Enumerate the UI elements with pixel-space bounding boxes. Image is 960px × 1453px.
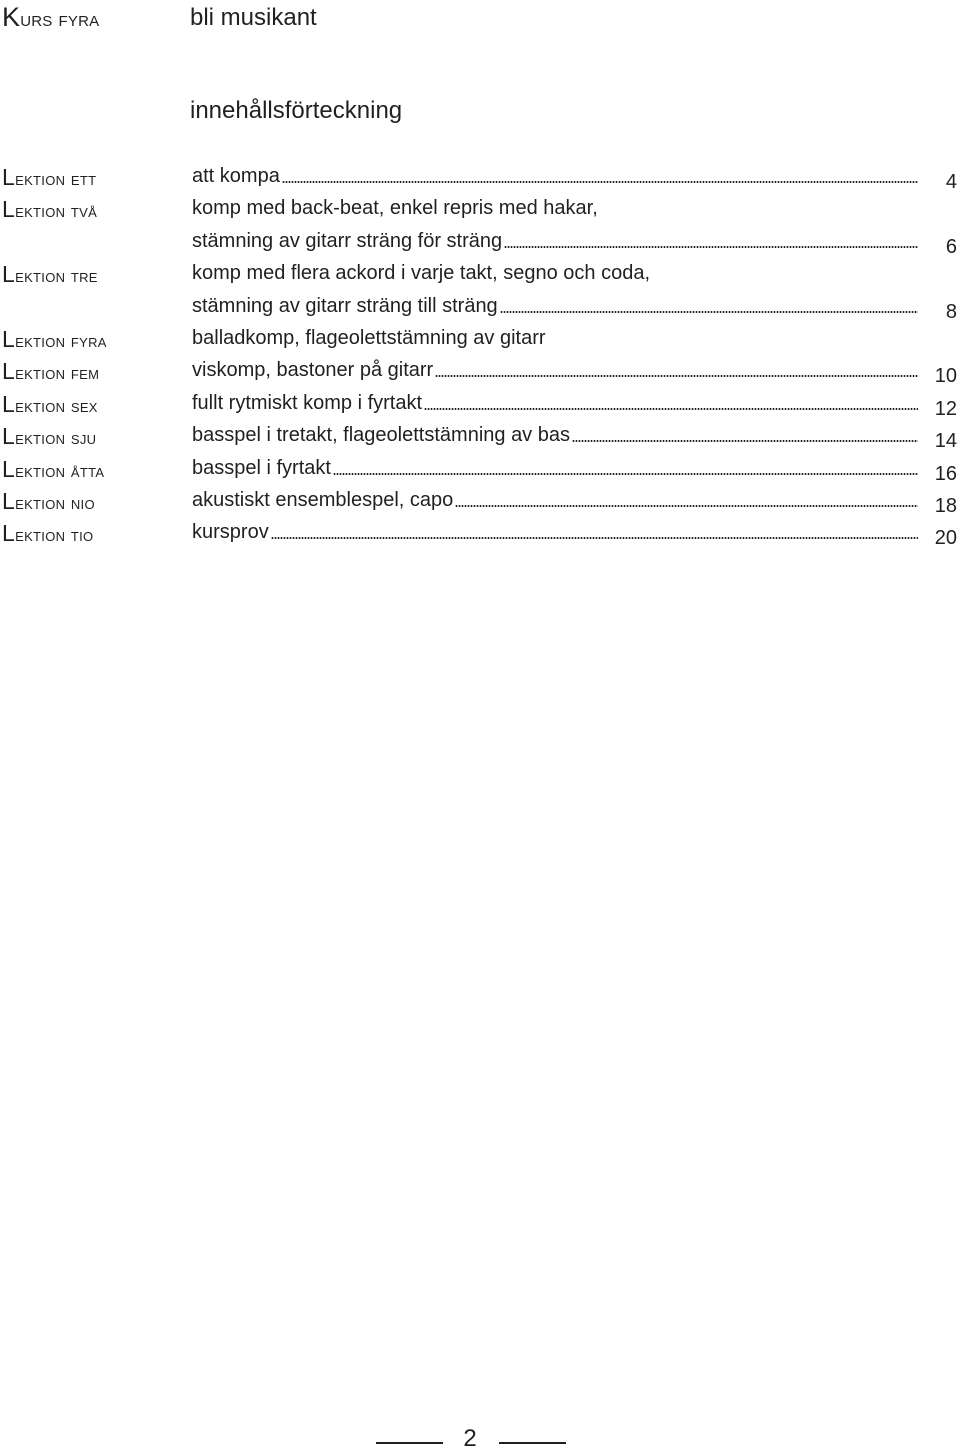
topic xyxy=(192,327,918,350)
topic xyxy=(192,392,918,415)
topic xyxy=(192,197,918,220)
dot-leader xyxy=(455,505,918,507)
toc-entry[interactable] xyxy=(0,454,960,486)
topic-text: att kompa xyxy=(192,165,280,187)
topic-text: komp med flera ackord i varje takt, segno och coda, xyxy=(192,262,651,285)
lesson-label xyxy=(2,456,104,483)
lesson-label xyxy=(2,423,96,450)
topic xyxy=(192,359,918,382)
course-label-rest: urs fyra xyxy=(20,8,100,31)
toc-line xyxy=(0,324,960,356)
toc-line xyxy=(0,356,960,388)
topic xyxy=(192,457,918,480)
lesson-label-rest: ektion två xyxy=(15,201,98,223)
toc-line xyxy=(0,162,960,194)
toc-line xyxy=(0,486,960,518)
toc-entry[interactable] xyxy=(0,389,960,421)
lesson-label-initial: L xyxy=(2,261,16,288)
lesson-label xyxy=(2,261,98,288)
page-number: 16 xyxy=(934,462,957,485)
footer-page-number: 2 xyxy=(463,1425,477,1452)
dot-leader xyxy=(271,537,918,539)
lesson-label xyxy=(2,358,99,385)
topic xyxy=(192,489,918,512)
page-number: 10 xyxy=(934,365,957,388)
topic-text: kursprov xyxy=(192,521,269,544)
toc-line xyxy=(0,421,960,453)
toc-entry[interactable] xyxy=(0,421,960,453)
lesson-label xyxy=(2,196,97,223)
course-label-initial: K xyxy=(2,2,21,32)
page-number: 4 xyxy=(945,171,957,193)
topic-text: basspel i fyrtakt xyxy=(192,456,331,479)
course-subtitle: bli musikant xyxy=(190,4,317,31)
lesson-label-initial: L xyxy=(2,520,16,547)
toc-line xyxy=(0,454,960,486)
toc-line xyxy=(0,194,960,226)
toc-line xyxy=(0,227,960,259)
page-footer xyxy=(0,1425,960,1452)
toc-entry[interactable] xyxy=(0,194,960,259)
dot-leader xyxy=(435,375,918,377)
lesson-label-rest: ektion nio xyxy=(15,492,95,514)
lesson-label xyxy=(2,326,107,353)
lesson-label-initial: L xyxy=(2,164,16,190)
topic-text: stämning av gitarr sträng för sträng xyxy=(192,229,503,252)
lesson-label-rest: ektion tre xyxy=(15,266,98,288)
topic xyxy=(192,165,918,188)
lesson-label-rest: ektion tio xyxy=(15,525,94,547)
lesson-label-rest: ektion ett xyxy=(15,169,97,190)
page-number: 20 xyxy=(934,527,957,550)
dot-leader xyxy=(333,473,918,475)
page-number: 18 xyxy=(934,494,957,517)
toc-entry[interactable] xyxy=(0,356,960,388)
toc-line xyxy=(0,292,960,324)
lesson-label-initial: L xyxy=(2,325,16,352)
topic-text: basspel i tretakt, flageolettstämning av bas xyxy=(192,424,570,447)
toc-entry[interactable] xyxy=(0,259,960,324)
page-number: 8 xyxy=(945,300,957,323)
page-number: 14 xyxy=(934,430,957,453)
lesson-label-initial: L xyxy=(2,455,16,482)
page-number: 6 xyxy=(945,235,957,258)
toc-line xyxy=(0,259,960,291)
lesson-label-rest: ektion åtta xyxy=(15,460,105,482)
toc-line xyxy=(0,518,960,550)
table-of-contents xyxy=(0,162,960,551)
dot-leader xyxy=(500,311,918,313)
dot-leader xyxy=(504,246,918,248)
topic-text: komp med back-beat, enkel repris med hakar, xyxy=(192,197,598,220)
topic-text: stämning av gitarr sträng till sträng xyxy=(192,294,498,317)
toc-entry[interactable] xyxy=(0,518,960,550)
dot-leader xyxy=(424,408,918,410)
page-number: 12 xyxy=(934,397,957,420)
lesson-label-rest: ektion sex xyxy=(15,395,98,417)
footer-rule-right xyxy=(499,1442,566,1444)
toc-heading: innehållsförteckning xyxy=(190,97,403,124)
topic xyxy=(192,262,918,285)
lesson-label-initial: L xyxy=(2,423,16,450)
lesson-label xyxy=(2,488,95,515)
footer-rule-left xyxy=(376,1442,443,1444)
dot-leader xyxy=(572,440,918,442)
topic-text: viskomp, bastoner på gitarr xyxy=(192,359,434,382)
lesson-label xyxy=(2,164,96,191)
topic xyxy=(192,295,918,318)
toc-entry[interactable] xyxy=(0,324,960,356)
lesson-label-initial: L xyxy=(2,487,16,514)
toc-entry[interactable] xyxy=(0,162,960,194)
topic xyxy=(192,521,918,544)
dot-leader xyxy=(282,181,918,183)
lesson-label-rest: ektion fyra xyxy=(15,330,107,352)
lesson-label xyxy=(2,520,93,547)
course-label xyxy=(2,2,99,33)
page-header xyxy=(2,2,942,34)
topic-text: fullt rytmiskt komp i fyrtakt xyxy=(192,391,423,414)
topic-text: akustiskt ensemblespel, capo xyxy=(192,488,454,511)
toc-entry[interactable] xyxy=(0,486,960,518)
lesson-label-initial: L xyxy=(2,390,16,417)
lesson-label-rest: ektion sju xyxy=(15,428,97,450)
topic-text: balladkomp, flageolettstämning av gitarr xyxy=(192,326,546,349)
topic xyxy=(192,424,918,447)
lesson-label xyxy=(2,391,98,418)
lesson-label-rest: ektion fem xyxy=(15,363,100,385)
toc-line xyxy=(0,389,960,421)
lesson-label-initial: L xyxy=(2,358,16,385)
topic xyxy=(192,230,918,253)
lesson-label-initial: L xyxy=(2,196,16,223)
